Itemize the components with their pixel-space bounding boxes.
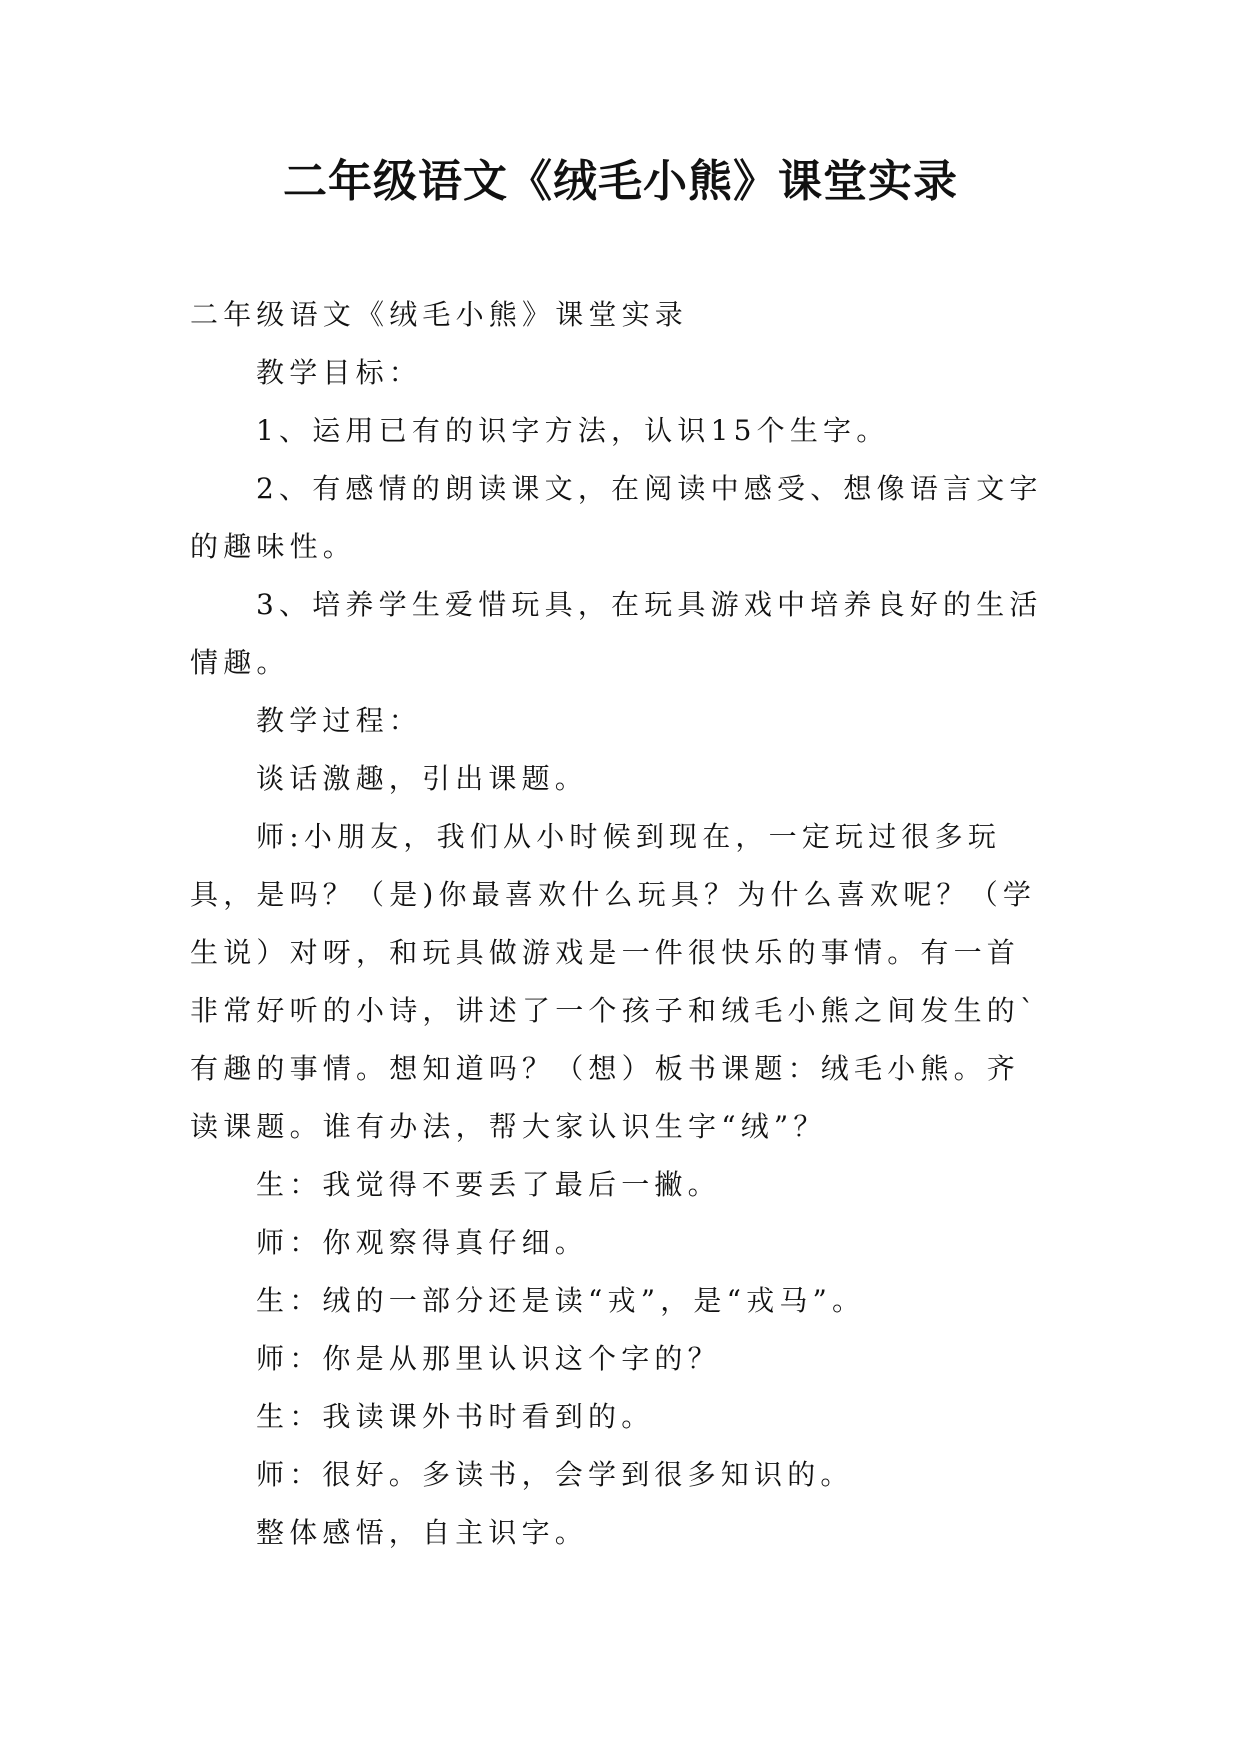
paragraph-heading: 二年级语文《绒毛小熊》课堂实录 [190, 298, 689, 331]
paragraph-process-label: 教学过程： [256, 704, 423, 737]
document-title: 二年级语文《绒毛小熊》课堂实录 [283, 156, 958, 207]
paragraph-goal-3: 3、培养学生爱惜玩具，在玩具游戏中培养良好的生活情趣。 [190, 588, 1043, 679]
paragraph-step-2: 整体感悟，自主识字。 [256, 1516, 589, 1549]
paragraph-step-1: 谈话激趣，引出课题。 [256, 762, 589, 795]
paragraph-dialogue-2: 师：你观察得真仔细。 [256, 1226, 589, 1259]
paragraph-dialogue-6: 师：很好。多读书，会学到很多知识的。 [256, 1458, 854, 1491]
paragraph-goal-1: 1、运用已有的识字方法，认识15个生字。 [256, 414, 890, 447]
paragraph-goals-label: 教学目标： [256, 356, 423, 389]
paragraph-dialogue-5: 生：我读课外书时看到的。 [256, 1400, 655, 1433]
paragraph-dialogue-4: 师：你是从那里认识这个字的？ [256, 1342, 721, 1375]
paragraph-teacher-intro: 师:小朋友，我们从小时候到现在，一定玩过很多玩具，是吗？（是)你最喜欢什么玩具？为什么喜欢呢？（学生说）对呀，和玩具做游戏是一件很快乐的事情。有一首非常好听的小诗，讲述了一个孩子和绒毛小熊之间发生的`有趣的事情。想知道吗？（想）板书课题：绒毛小熊。齐读课题。谁有办法，帮大家认识生字“绒”？ [190, 820, 1040, 1143]
paragraph-goal-2: 2、有感情的朗读课文，在阅读中感受、想像语言文字的趣味性。 [190, 472, 1043, 563]
paragraph-dialogue-1: 生：我觉得不要丢了最后一撇。 [256, 1168, 721, 1201]
paragraph-dialogue-3: 生：绒的一部分还是读“戎”，是“戎马”。 [256, 1284, 866, 1317]
document-body [190, 286, 1052, 1562]
